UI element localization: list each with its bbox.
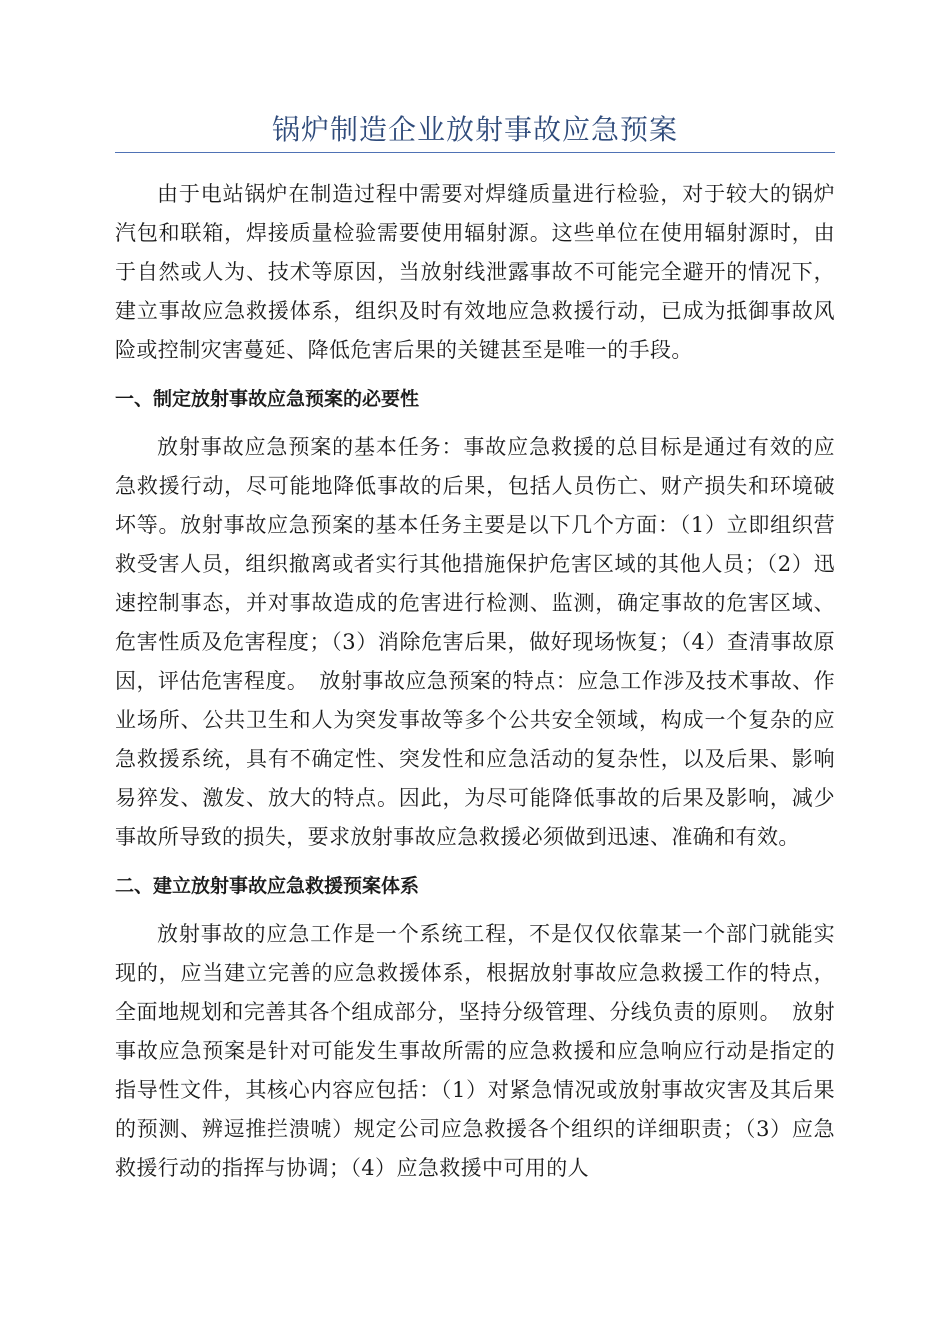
document-title: 锅炉制造企业放射事故应急预案 <box>271 113 678 146</box>
section-1-paragraph: 放射事故应急预案的基本任务：事故应急救援的总目标是通过有效的应急救援行动，尽可能地降低事故的后果，包括人员伤亡、财产损失和环境破坏等。放射事故应急预案的基本任务主要是以下几个方面：（1）立即组织营救受害人员，组织撤离或者实行其他措施保护危害区域的其他人员；（2）迅速控制事态，并对事故造成的危害进行检测、监测，确定事故的危害区域、危害性质及危害程度；（3）消除危害后果，做好现场恢复；（4）查清事故原因，评估危害程度。 放射事故应急预案的特点：应急工作涉及技术事故、作业场所、公共卫生和人为突发事故等多个公共安全领域，构成一个复杂的应急救援系统，具有不确定性、突发性和应急活动的复杂性，以及后果、影响易猝发、激发、放大的特点。因此，为尽可能降低事故的后果及影响，减少事故所导致的损失，要求放射事故应急救援必须做到迅速、准确和有效。 <box>115 435 835 849</box>
section-2-paragraph: 放射事故的应急工作是一个系统工程，不是仅仅依靠某一个部门就能实现的，应当建立完善的应急救援体系，根据放射事故应急救援工作的特点，全面地规划和完善其各个组成部分，坚持分级管理、分线负责的原则。 放射事故应急预案是针对可能发生事故所需的应急救援和应急响应行动是指定的指导性文件，其核心内容应包括：（1）对紧急情况或放射事故灾害及其后果的预测、辨逗推拦溃唬）规定公司应急救援各个组织的详细职责；（3）应急救援行动的指挥与协调；（4）应急救援中可用的人 <box>115 922 835 1180</box>
section-2-heading: 二、建立放射事故应急救援预案体系 <box>115 875 420 897</box>
section-1-heading: 一、制定放射事故应急预案的必要性 <box>115 388 420 410</box>
intro-paragraph: 由于电站锅炉在制造过程中需要对焊缝质量进行检验，对于较大的锅炉汽包和联箱，焊接质量检验需要使用辐射源。这些单位在使用辐射源时，由于自然或人为、技术等原因，当放射线泄露事故不可能完全避开的情况下，建立事故应急救援体系，组织及时有效地应急救援行动，已成为抵御事故风险或控制灾害蔓延、降低危害后果的关键甚至是唯一的手段。 <box>115 182 835 362</box>
document-page <box>115 112 835 1188</box>
